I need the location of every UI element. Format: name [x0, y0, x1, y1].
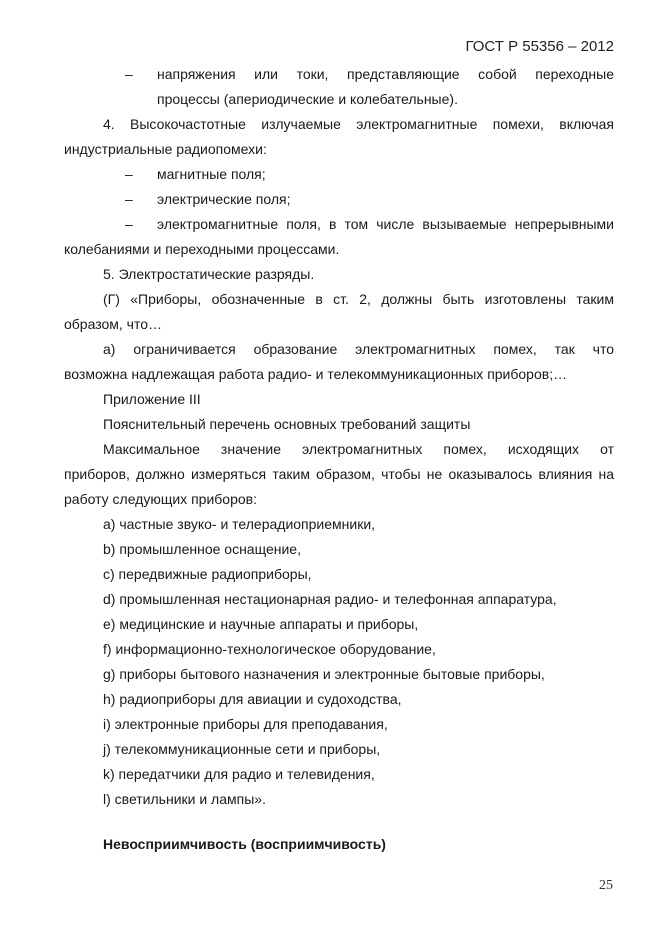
text-line: образом, что…: [64, 316, 163, 332]
page-number: 25: [599, 878, 613, 893]
paragraph-line: [64, 237, 614, 262]
text-line: (Г) «Приборы, обозначенные в ст. 2, должны быть изготовлены таким: [103, 291, 614, 307]
list-item: j) телекоммуникационные сети и приборы,: [103, 741, 381, 757]
dash-marker: –: [125, 191, 133, 207]
paragraph-line: [64, 387, 614, 412]
paragraph-line: [64, 287, 614, 312]
dash-marker: –: [125, 166, 133, 182]
paragraph-line: [64, 362, 614, 387]
text-line: индустриальные радиопомехи:: [64, 141, 267, 157]
text-line: колебаниями и переходными процессами.: [64, 241, 340, 257]
section-heading: Невосприимчивость (восприимчивость): [103, 836, 386, 852]
text-line: 4. Высокочастотные излучаемые электромагнитные помехи, включая: [103, 116, 614, 132]
list-item: c) передвижные радиоприборы,: [103, 566, 312, 582]
paragraph-line: [64, 412, 614, 437]
list-item: k) передатчики для радио и телевидения,: [103, 766, 375, 782]
text-line: процессы (апериодические и колебательные).: [157, 91, 458, 107]
list-item: f) информационно-технологическое оборудование,: [103, 641, 436, 657]
paragraph-line: [64, 312, 614, 337]
body-text: [64, 62, 614, 812]
appendix-title: Пояснительный перечень основных требований защиты: [103, 416, 471, 432]
text-line: 5. Электростатические разряды.: [103, 266, 315, 282]
list-item: a) частные звуко- и телерадиоприемники,: [103, 516, 376, 532]
paragraph-line: [64, 262, 614, 287]
document-id-header: ГОСТ Р 55356 – 2012: [465, 38, 614, 55]
list-item: b) промышленное оснащение,: [103, 541, 301, 557]
paragraph-line: [64, 337, 614, 362]
text-line: работу следующих приборов:: [64, 491, 257, 507]
text-line: возможна надлежащая работа радио- и телекоммуникационных приборов;…: [64, 366, 568, 382]
list-item: l) светильники и лампы».: [103, 791, 266, 807]
list-item: i) электронные приборы для преподавания,: [103, 716, 388, 732]
text-line: а) ограничивается образование электромагнитных помех, так что: [103, 341, 614, 357]
text-line: электромагнитные поля, в том числе вызываемые непрерывными: [157, 216, 614, 232]
list-item: g) приборы бытового назначения и электронные бытовые приборы,: [103, 666, 545, 682]
appendix-label: Приложение III: [103, 391, 201, 407]
text-line: Максимальное значение электромагнитных помех, исходящих от: [103, 441, 614, 457]
dash-item: [64, 212, 614, 237]
paragraph-line: [64, 437, 614, 462]
dash-item: [64, 62, 614, 87]
text-line: электрические поля;: [157, 191, 291, 207]
paragraph-line: [64, 487, 614, 512]
text-line: напряжения или токи, представляющие собой переходные: [157, 66, 614, 82]
paragraph-line: [64, 137, 614, 162]
dash-marker: –: [125, 216, 133, 232]
list-item: d) промышленная нестационарная радио- и телефонная аппаратура,: [103, 591, 557, 607]
dash-item: [64, 162, 614, 187]
text-line-row: [64, 87, 614, 112]
dash-marker: –: [125, 66, 133, 82]
paragraph-line: [64, 112, 614, 137]
device-list: [64, 512, 614, 812]
paragraph-line: [64, 462, 614, 487]
text-line: магнитные поля;: [157, 166, 266, 182]
dash-item: [64, 187, 614, 212]
text-line: приборов, должно измеряться таким образом, чтобы не оказывалось влияния на: [64, 466, 614, 482]
list-item: e) медицинские и научные аппараты и приборы,: [103, 616, 419, 632]
list-item: h) радиоприборы для авиации и судоходства,: [103, 691, 402, 707]
